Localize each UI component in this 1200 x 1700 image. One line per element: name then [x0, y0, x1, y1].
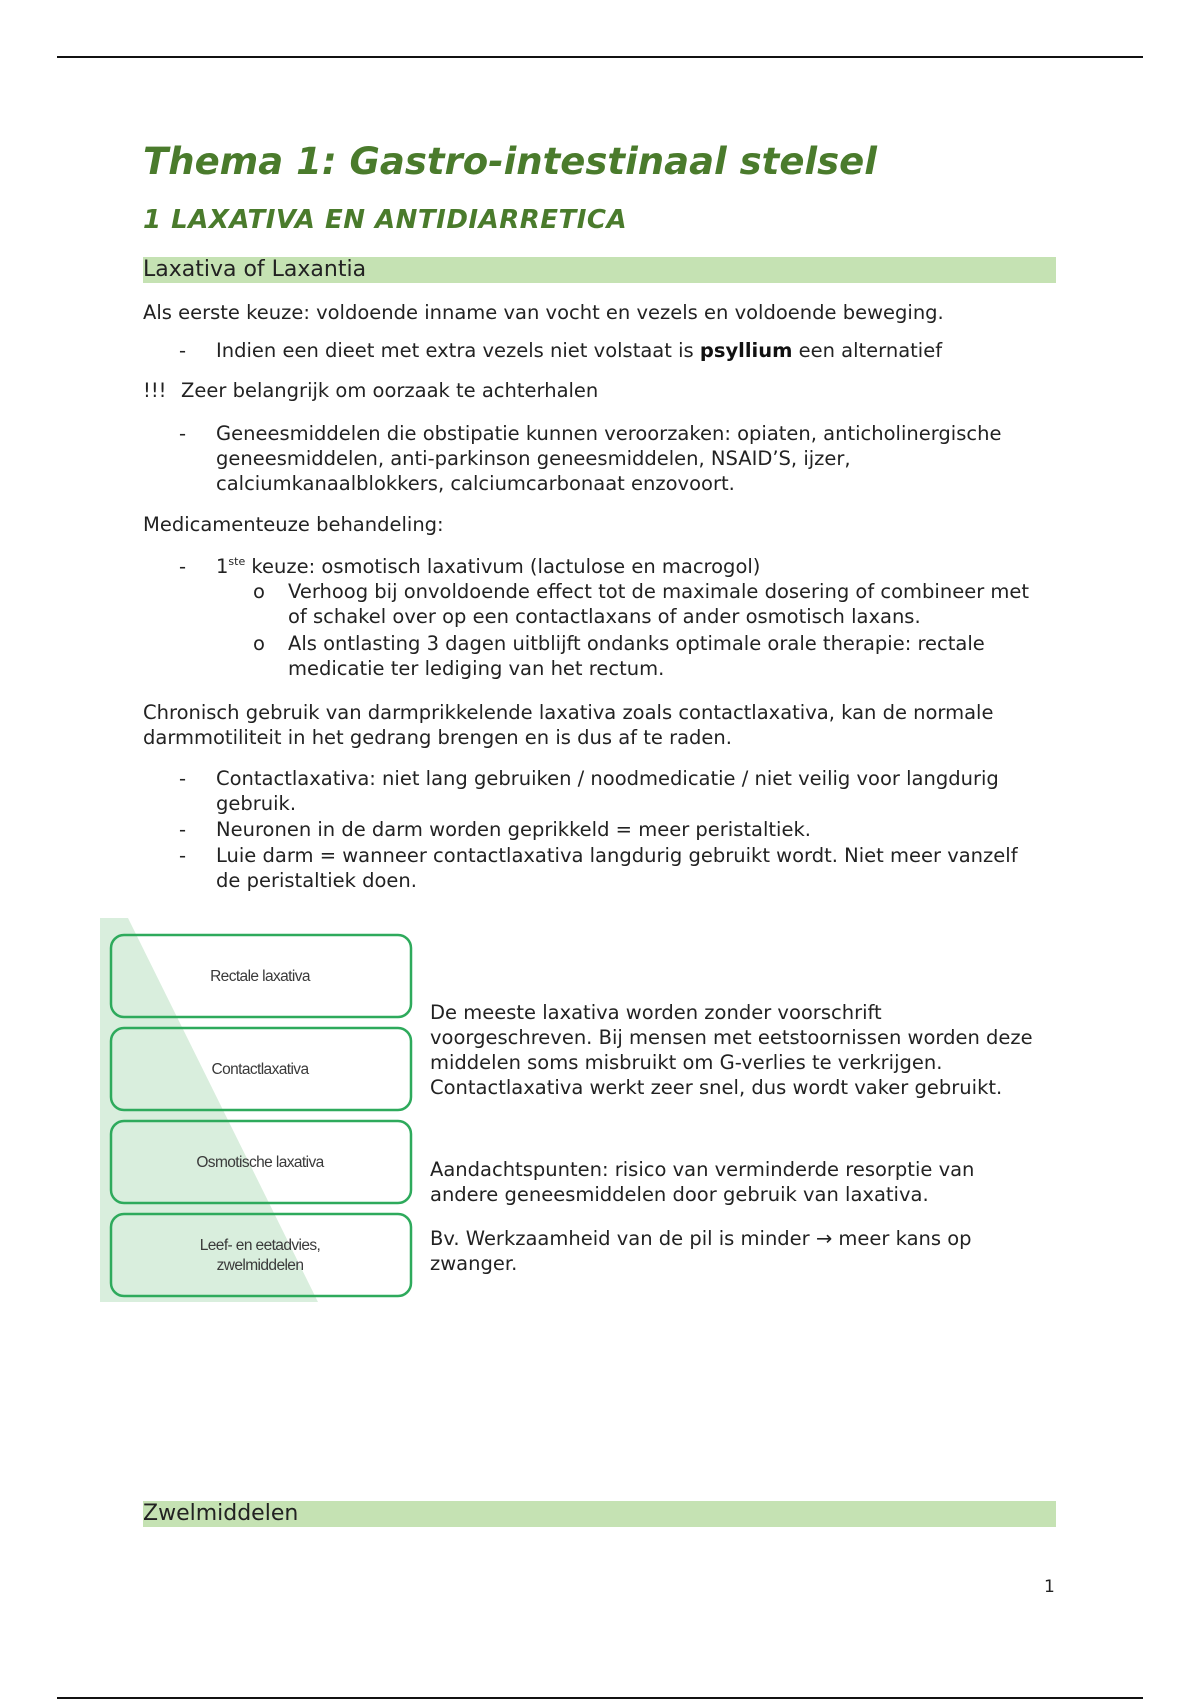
bullet-line: gebruik. [216, 792, 297, 815]
paragraph-line: middelen soms misbruikt om G-verlies te verkrijgen. [430, 1051, 943, 1074]
subbullet-line: Als ontlasting 3 dagen uitblijft ondanks optimale orale therapie: rectale [288, 632, 985, 655]
diagram-label-rectal: Rectale laxativa [210, 968, 310, 985]
bullet-line: Geneesmiddelen die obstipatie kunnen veroorzaken: opiaten, anticholinergische [216, 422, 1002, 445]
subbullet-line: medicatie ter lediging van het rectum. [288, 657, 665, 680]
page-number: 1 [1044, 1577, 1055, 1597]
ordinal-suffix: ste [228, 555, 246, 568]
warning-mark: !!! [143, 379, 167, 402]
paragraph-line: Bv. Werkzaamheid van de pil is minder → meer kans op [430, 1227, 972, 1250]
paragraph-example-pill [430, 1226, 972, 1276]
chapter-heading: 1 LAXATIVA EN ANTIDIARRETICA [143, 205, 628, 235]
bullet-dash: - [179, 767, 187, 790]
subbullet-line: Verhoog bij onvoldoende effect tot de maximale dosering of combineer met [288, 580, 1030, 603]
diagram-label-lifestyle-1: Leef- en eetadvies, [199, 1237, 321, 1254]
bullet-line: de peristaltiek doen. [216, 869, 417, 892]
bullet-line: geneesmiddelen, anti-parkinson geneesmiddelen, NSAID’S, ijzer, [216, 447, 851, 470]
bullet-line: Contactlaxativa: niet lang gebruiken / noodmedicatie / niet veilig voor langdurig [216, 767, 999, 790]
page-title: Thema 1: Gastro-intestinaal stelsel [143, 140, 877, 183]
paragraph-line: voorgeschreven. Bij mensen met eetstoornissen worden deze [430, 1026, 1033, 1049]
paragraph-chronic-use [143, 700, 993, 750]
subbullet-marker: o [253, 632, 265, 655]
bullet-line: Luie darm = wanneer contactlaxativa langdurig gebruikt wordt. Niet meer vanzelf [216, 844, 1018, 867]
paragraph-line: andere geneesmiddelen door gebruik van laxativa. [430, 1183, 929, 1206]
subbullet-line: of schakel over op een contactlaxans of ander osmotisch laxans. [288, 605, 921, 628]
paragraph-line: zwanger. [430, 1252, 518, 1275]
paragraph-line: darmmotiliteit in het gedrang brengen en is dus af te raden. [143, 726, 732, 749]
laxative-steps-diagram [100, 918, 415, 1302]
paragraph-prescription [430, 1000, 1033, 1100]
bullet-dash: - [179, 555, 187, 578]
paragraph-line: De meeste laxativa worden zonder voorschrift [430, 1001, 882, 1024]
top-rule [57, 56, 1143, 58]
ordinal-number: 1 [216, 555, 229, 578]
bullet-dash: - [179, 844, 187, 867]
diagram-label-contact: Contactlaxativa [211, 1061, 309, 1078]
bullet-dash: - [179, 818, 187, 841]
bullet-text: keuze: osmotisch laxativum (lactulose en macrogol) [245, 555, 761, 578]
bullet-text-end: een alternatief [792, 339, 943, 362]
section-heading-laxativa: Laxativa of Laxantia [143, 257, 1056, 283]
bottom-rule [57, 1697, 1143, 1699]
diagram-label-osmotic: Osmotische laxativa [196, 1154, 324, 1171]
paragraph-line: Chronisch gebruik van darmprikkelende laxativa zoals contactlaxativa, kan de normale [143, 701, 994, 724]
bullet-text: Neuronen in de darm worden geprikkeld = meer peristaltiek. [216, 818, 811, 841]
paragraph-attention-points [430, 1157, 974, 1207]
subbullet-marker: o [253, 580, 265, 603]
warning-text: Zeer belangrijk om oorzaak te achterhalen [181, 379, 599, 402]
bullet-dash: - [179, 339, 187, 362]
psyllium-bold: psyllium [699, 339, 793, 362]
bullet-line: calciumkanaalblokkers, calciumcarbonaat enzovoort. [216, 472, 735, 495]
bullet-text: Indien een dieet met extra vezels niet volstaat is [216, 339, 700, 362]
diagram-label-lifestyle-2: zwelmiddelen [216, 1257, 304, 1274]
paragraph-first-choice: Als eerste keuze: voldoende inname van vocht en vezels en voldoende beweging. [143, 301, 944, 324]
section-heading-zwelmiddelen: Zwelmiddelen [143, 1501, 1056, 1527]
paragraph-line: Contactlaxativa werkt zeer snel, dus wordt vaker gebruikt. [430, 1076, 1003, 1099]
paragraph-treatment: Medicamenteuze behandeling: [143, 513, 444, 536]
bullet-dash: - [179, 422, 187, 445]
paragraph-line: Aandachtspunten: risico van verminderde resorptie van [430, 1158, 975, 1181]
